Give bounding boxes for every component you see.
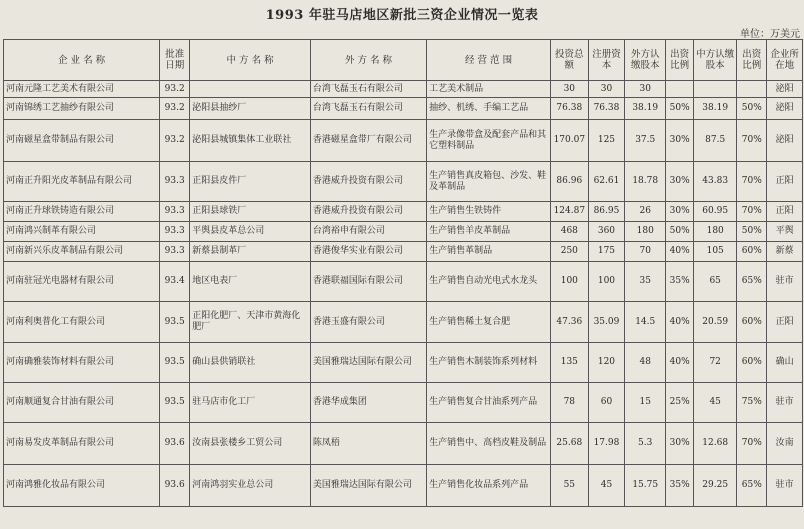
table-cell: 135 <box>550 343 588 383</box>
table-cell: 河南正升阳光皮革制品有限公司 <box>4 162 160 202</box>
table-cell: 170.07 <box>550 120 588 162</box>
table-cell: 35 <box>625 262 666 302</box>
column-header: 投资总额 <box>550 40 588 81</box>
table-cell: 35.09 <box>588 302 625 343</box>
table-cell: 正阳 <box>767 162 803 202</box>
table-cell: 175 <box>588 242 625 262</box>
table-cell: 50% <box>666 98 694 120</box>
table-cell: 250 <box>550 242 588 262</box>
table-cell: 河南新兴乐皮革制品有限公司 <box>4 242 160 262</box>
table-cell: 河南元隆工艺美术有限公司 <box>4 81 160 98</box>
column-header: 出资比例 <box>666 40 694 81</box>
table-cell: 确山 <box>767 343 803 383</box>
table-cell: 93.3 <box>160 162 190 202</box>
table-cell: 泌阳 <box>767 120 803 162</box>
table-cell: 香港磁星盒带厂有限公司 <box>310 120 426 162</box>
table-cell: 100 <box>550 262 588 302</box>
table-cell: 25% <box>666 383 694 423</box>
table-cell: 驻马店市化工厂 <box>190 383 311 423</box>
table-cell: 香港联福国际有限公司 <box>310 262 426 302</box>
table-cell: 香港华成集团 <box>310 383 426 423</box>
table-cell: 河南锦绣工艺抽纱有限公司 <box>4 98 160 120</box>
column-header: 外方认缴股本 <box>625 40 666 81</box>
table-cell: 汝南 <box>767 423 803 465</box>
table-cell: 100 <box>588 262 625 302</box>
table-cell: 26 <box>625 202 666 222</box>
table-cell: 93.3 <box>160 222 190 242</box>
table-cell: 平舆县皮革总公司 <box>190 222 311 242</box>
table-cell: 正阳县皮件厂 <box>190 162 311 202</box>
column-header: 中 方 名 称 <box>190 40 311 81</box>
column-header: 企业所在地 <box>767 40 803 81</box>
table-cell: 香港威升投资有限公司 <box>310 162 426 202</box>
table-cell: 汝南县张楼乡工贸公司 <box>190 423 311 465</box>
table-cell: 35% <box>666 262 694 302</box>
table-cell <box>190 81 311 98</box>
table-cell: 15.75 <box>625 465 666 507</box>
table-row <box>4 98 803 120</box>
column-header: 经 营 范 围 <box>427 40 551 81</box>
table-cell: 泌阳 <box>767 98 803 120</box>
table-cell: 360 <box>588 222 625 242</box>
table-cell: 76.38 <box>550 98 588 120</box>
table-cell: 30% <box>666 423 694 465</box>
table-row <box>4 383 803 423</box>
table-cell: 30 <box>625 81 666 98</box>
table-cell: 25.68 <box>550 423 588 465</box>
table-cell: 125 <box>588 120 625 162</box>
table-cell: 93.6 <box>160 423 190 465</box>
table-cell: 60 <box>588 383 625 423</box>
table-cell: 河南鸿羽实业总公司 <box>190 465 311 507</box>
table-cell: 生产销售稀土复合肥 <box>427 302 551 343</box>
table-cell: 香港俊华实业有限公司 <box>310 242 426 262</box>
table-cell: 生产销售化妆品系列产品 <box>427 465 551 507</box>
table-cell: 29.25 <box>694 465 737 507</box>
table-cell: 台湾裕申有限公司 <box>310 222 426 242</box>
table-cell: 美国雅瑞达国际有限公司 <box>310 465 426 507</box>
table-cell: 93.2 <box>160 120 190 162</box>
table-cell: 65% <box>737 262 767 302</box>
table-cell: 93.2 <box>160 81 190 98</box>
table-cell: 20.59 <box>694 302 737 343</box>
table-cell: 河南顺通复合甘油有限公司 <box>4 383 160 423</box>
unit-label: 单位：万美元 <box>740 29 800 40</box>
table-cell: 新蔡县制革厂 <box>190 242 311 262</box>
table-cell: 河南正升球铁铸造有限公司 <box>4 202 160 222</box>
table-cell: 93.5 <box>160 343 190 383</box>
table-cell: 38.19 <box>625 98 666 120</box>
table-row <box>4 262 803 302</box>
table-cell: 陈凤梧 <box>310 423 426 465</box>
table-cell: 美国雅瑞达国际有限公司 <box>310 343 426 383</box>
table-cell: 正阳化肥厂、天津市黄海化肥厂 <box>190 302 311 343</box>
table-cell: 河南利奥普化工有限公司 <box>4 302 160 343</box>
table-cell <box>694 81 737 98</box>
table-cell: 驻市 <box>767 465 803 507</box>
table-cell: 124.87 <box>550 202 588 222</box>
table-cell: 60% <box>737 343 767 383</box>
table-cell: 工艺美术制品 <box>427 81 551 98</box>
table-cell: 抽纱、机绣、手编工艺品 <box>427 98 551 120</box>
table-cell: 泌阳 <box>767 81 803 98</box>
table-cell: 香港玉盛有限公司 <box>310 302 426 343</box>
table-cell: 180 <box>694 222 737 242</box>
table-cell: 河南鸿雅化妆品有限公司 <box>4 465 160 507</box>
table-cell: 50% <box>666 222 694 242</box>
table-cell: 驻市 <box>767 262 803 302</box>
table-cell: 40% <box>666 302 694 343</box>
enterprise-table <box>3 39 803 507</box>
table-cell: 93.3 <box>160 242 190 262</box>
table-row <box>4 423 803 465</box>
table-cell: 30 <box>550 81 588 98</box>
table-cell: 180 <box>625 222 666 242</box>
table-cell: 18.78 <box>625 162 666 202</box>
table-cell: 86.96 <box>550 162 588 202</box>
table-row <box>4 222 803 242</box>
table-cell: 60% <box>737 302 767 343</box>
table-cell: 105 <box>694 242 737 262</box>
table-cell: 93.5 <box>160 383 190 423</box>
column-header: 出资比例 <box>737 40 767 81</box>
page-title: 1993 年驻马店地区新批三资企业情况一览表 <box>265 8 539 23</box>
table-cell: 17.98 <box>588 423 625 465</box>
table-cell: 生产销售羊皮革制品 <box>427 222 551 242</box>
table-cell: 平舆 <box>767 222 803 242</box>
table-cell: 驻市 <box>767 383 803 423</box>
table-cell: 468 <box>550 222 588 242</box>
table-cell: 120 <box>588 343 625 383</box>
table-cell: 新蔡 <box>767 242 803 262</box>
table-cell: 生产销售木制装饰系列材料 <box>427 343 551 383</box>
table-cell: 35% <box>666 465 694 507</box>
table-cell: 43.83 <box>694 162 737 202</box>
table-cell: 60% <box>737 242 767 262</box>
table-cell: 香港威升投资有限公司 <box>310 202 426 222</box>
table-cell: 93.4 <box>160 262 190 302</box>
table-cell: 38.19 <box>694 98 737 120</box>
table-cell: 70% <box>737 120 767 162</box>
table-row <box>4 202 803 222</box>
table-cell: 泌阳县城镇集体工业联社 <box>190 120 311 162</box>
table-cell: 93.3 <box>160 202 190 222</box>
table-cell: 78 <box>550 383 588 423</box>
table-cell: 台湾飞磊玉石有限公司 <box>310 81 426 98</box>
table-cell: 14.5 <box>625 302 666 343</box>
table-cell: 生产销售复合甘油系列产品 <box>427 383 551 423</box>
table-row <box>4 242 803 262</box>
table-row <box>4 302 803 343</box>
table-cell: 75% <box>737 383 767 423</box>
table-cell: 86.95 <box>588 202 625 222</box>
table-cell: 70% <box>737 162 767 202</box>
table-cell: 62.61 <box>588 162 625 202</box>
table-cell: 河南鸿兴制革有限公司 <box>4 222 160 242</box>
table-cell: 70% <box>737 202 767 222</box>
column-header: 企 业 名 称 <box>4 40 160 81</box>
table-cell: 正阳县球铁厂 <box>190 202 311 222</box>
table-cell: 河南驻冠光电器材有限公司 <box>4 262 160 302</box>
table-cell: 87.5 <box>694 120 737 162</box>
table-cell: 30 <box>588 81 625 98</box>
table-cell <box>666 81 694 98</box>
table-cell: 93.5 <box>160 302 190 343</box>
table-cell: 45 <box>694 383 737 423</box>
table-cell <box>737 81 767 98</box>
table-cell: 76.38 <box>588 98 625 120</box>
table-cell: 93.6 <box>160 465 190 507</box>
table-cell: 60.95 <box>694 202 737 222</box>
table-cell: 正阳 <box>767 302 803 343</box>
column-header: 外 方 名 称 <box>310 40 426 81</box>
table-cell: 72 <box>694 343 737 383</box>
table-cell: 47.36 <box>550 302 588 343</box>
table-cell: 48 <box>625 343 666 383</box>
table-cell: 40% <box>666 343 694 383</box>
table-cell: 台湾飞磊玉石有限公司 <box>310 98 426 120</box>
table-cell: 生产销售自动光电式水龙头 <box>427 262 551 302</box>
table-cell: 93.2 <box>160 98 190 120</box>
table-cell: 生产销售真皮箱包、沙发、鞋及革制品 <box>427 162 551 202</box>
table-cell: 确山县供销联社 <box>190 343 311 383</box>
table-cell: 河南磁星盒带制品有限公司 <box>4 120 160 162</box>
table-row <box>4 343 803 383</box>
table-cell: 50% <box>737 222 767 242</box>
table-cell: 65% <box>737 465 767 507</box>
table-cell: 30% <box>666 202 694 222</box>
column-header: 中方认缴股本 <box>694 40 737 81</box>
table-cell: 50% <box>737 98 767 120</box>
table-row <box>4 81 803 98</box>
table-cell: 55 <box>550 465 588 507</box>
table-cell: 70 <box>625 242 666 262</box>
table-cell: 30% <box>666 120 694 162</box>
table-cell: 河南确雅装饰材料有限公司 <box>4 343 160 383</box>
table-cell: 生产销售中、高档皮鞋及制品 <box>427 423 551 465</box>
table-cell: 40% <box>666 242 694 262</box>
table-cell: 37.5 <box>625 120 666 162</box>
table-cell: 15 <box>625 383 666 423</box>
table-row <box>4 120 803 162</box>
table-row <box>4 465 803 507</box>
table-cell: 泌阳县抽纱厂 <box>190 98 311 120</box>
table-cell: 30% <box>666 162 694 202</box>
table-cell: 正阳 <box>767 202 803 222</box>
column-header: 注册资本 <box>588 40 625 81</box>
table-cell: 河南易发皮革制品有限公司 <box>4 423 160 465</box>
table-cell: 生产录像带盒及配套产品和其它塑料制品 <box>427 120 551 162</box>
table-cell: 70% <box>737 423 767 465</box>
table-cell: 45 <box>588 465 625 507</box>
table-cell: 生产销售革制品 <box>427 242 551 262</box>
table-header-row <box>4 40 803 81</box>
table-row <box>4 162 803 202</box>
table-cell: 5.3 <box>625 423 666 465</box>
column-header: 批准日期 <box>160 40 190 81</box>
table-cell: 地区电表厂 <box>190 262 311 302</box>
table-cell: 65 <box>694 262 737 302</box>
table-cell: 12.68 <box>694 423 737 465</box>
table-cell: 生产销售生铁铸件 <box>427 202 551 222</box>
